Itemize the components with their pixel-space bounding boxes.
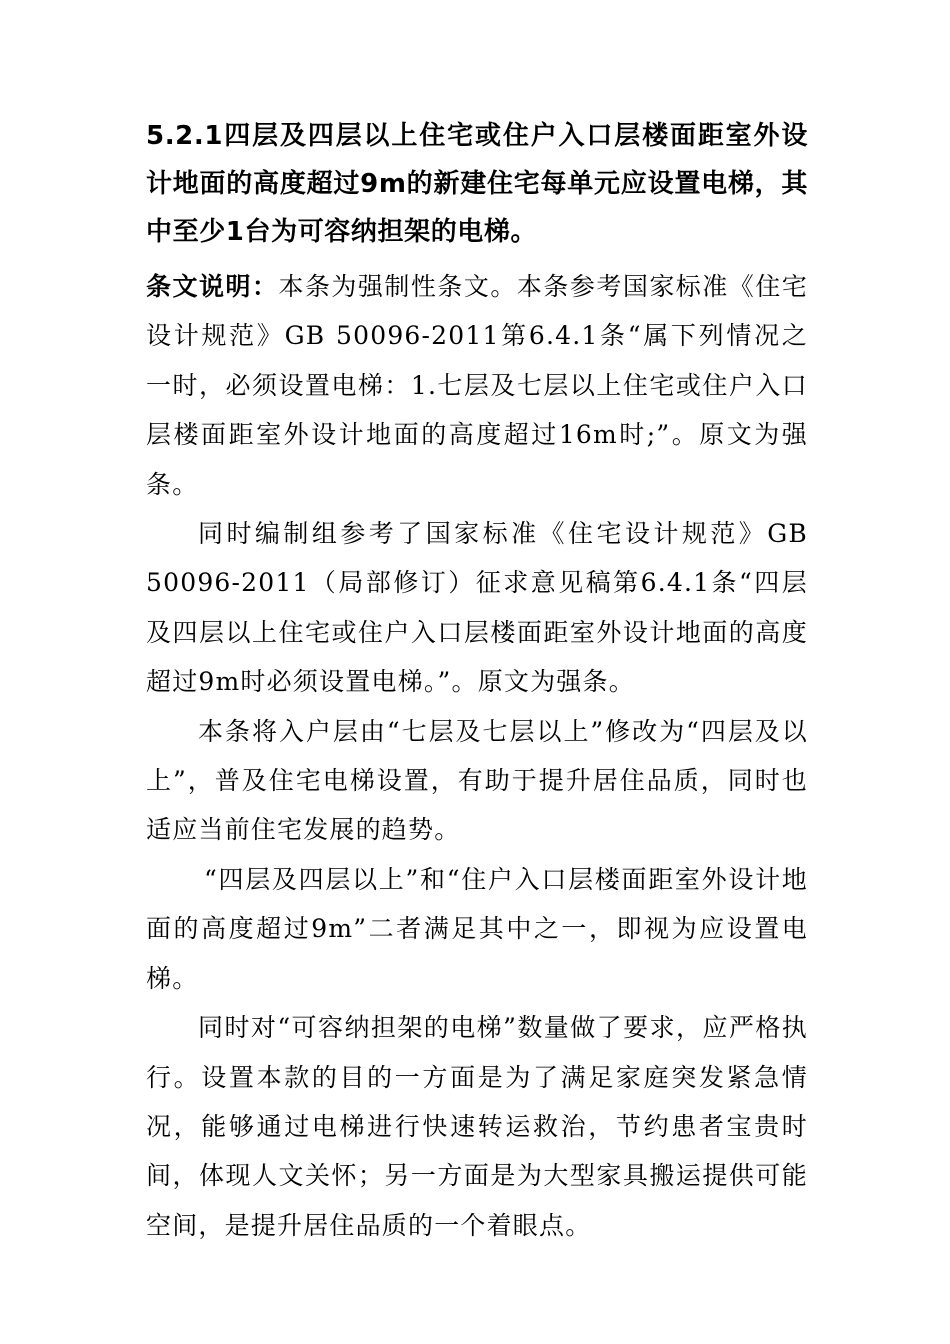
explanation-paragraph — [146, 262, 808, 509]
paragraph-stretcher-elevator: 同时对“可容纳担架的电梯”数量做了要求，应严格执行。设置本款的目的一方面是为了满足家庭突发紧急情况，能够通过电梯进行快速转运救治，节约患者宝贵时间，体现人文关怀；另一方面是为大型家具搬运提供可能空间，是提升居住品质的一个着眼点。 — [146, 1013, 808, 1240]
clause-heading: 5.2.1四层及四层以上住宅或住户入口层楼面距室外设计地面的高度超过9m的新建住宅每单元应设置电梯，其中至少1台为可容纳担架的电梯。 — [146, 121, 808, 247]
document-body — [146, 112, 808, 1250]
explanation-label: 条文说明： — [146, 272, 279, 301]
paragraph-modification: 本条将入户层由“七层及七层以上”修改为“四层及以上”，普及住宅电梯设置，有助于提升居住品质，同时也适应当前住宅发展的趋势。 — [146, 716, 808, 845]
explanation-text: 本条为强制性条文。本条参考国家标准《住宅设计规范》GB 50096-2011第6.4.1条“属下列情况之一时，必须设置电梯：1.七层及七层以上住宅或住户入口层楼面距室外设计地面的高度超过16m时;”。原文为强条。 — [146, 272, 808, 499]
paragraph-condition: “四层及四层以上”和“住户入口层楼面距室外设计地面的高度超过9m”二者满足其中之一，即视为应设置电梯。 — [146, 864, 808, 993]
paragraph-reference-draft: 同时编制组参考了国家标准《住宅设计规范》GB 50096-2011（局部修订）征求意见稿第6.4.1条“四层及四层以上住宅或住户入口层楼面距室外设计地面的高度超过9m时必须设置电梯。”。原文为强条。 — [146, 519, 808, 697]
